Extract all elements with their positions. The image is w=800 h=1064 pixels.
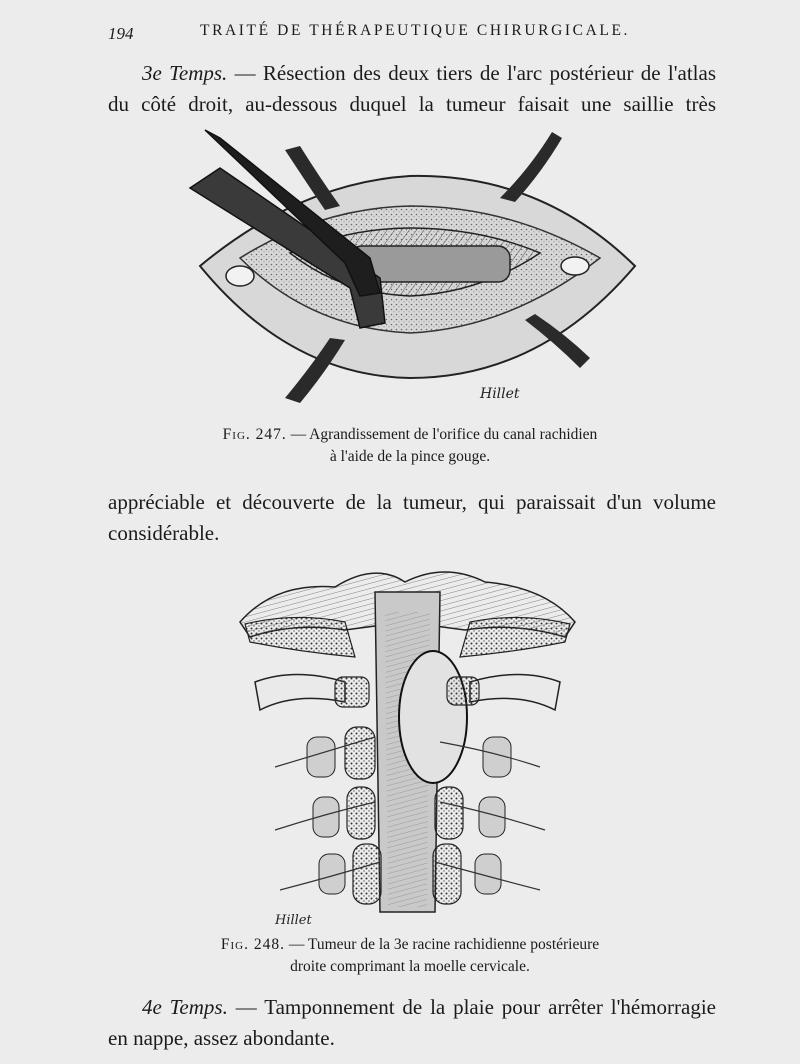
text-run: — Tamponnement de la plaie pour arrêter l'hémorragie xyxy=(227,995,717,1019)
figure-247-label: Fig. 247. xyxy=(222,426,287,443)
figure-247-signature: Hillet xyxy=(480,386,520,402)
step-label: 4e Temps. xyxy=(142,995,228,1019)
figure-247-caption xyxy=(190,424,630,468)
paragraph-line xyxy=(108,992,716,1023)
step-label: 3e Temps. xyxy=(142,61,228,85)
paragraph-appreciable xyxy=(108,487,716,549)
page-number: 194 xyxy=(108,24,134,43)
caption-text: — Tumeur de la 3e racine rachidienne postérieure xyxy=(284,936,600,953)
page-header xyxy=(108,20,718,46)
figure-248-illustration xyxy=(235,552,580,932)
paragraph-line xyxy=(108,58,716,89)
text-run: — Résection des deux tiers de l'arc postérieur de l'atlas xyxy=(227,61,716,85)
figure-248-label: Fig. 248. xyxy=(220,936,285,953)
running-head: TRAITÉ DE THÉRAPEUTIQUE CHIRURGICALE. xyxy=(200,22,630,39)
paragraph-line: du côté droit, au-dessous duquel la tumeur faisait une saillie très xyxy=(108,92,716,116)
caption-text: droite comprimant la moelle cervicale. xyxy=(290,958,530,975)
paragraph-4e-temps xyxy=(108,992,716,1054)
cervical-spine-drawing xyxy=(235,552,580,932)
paragraph-3e-temps xyxy=(108,58,716,120)
figure-247-illustration xyxy=(180,128,640,418)
figure-248-signature: Hillet xyxy=(275,913,312,928)
caption-text: — Agrandissement de l'orifice du canal rachidien xyxy=(286,426,598,443)
surgical-wound-drawing xyxy=(180,128,640,418)
paragraph-line: en nappe, assez abondante. xyxy=(108,1026,335,1050)
caption-text: à l'aide de la pince gouge. xyxy=(329,448,491,465)
paragraph-line: considérable. xyxy=(108,521,220,545)
paragraph-line: appréciable et découverte de la tumeur, qui paraissait d'un volume xyxy=(108,490,716,514)
figure-248-caption xyxy=(180,934,640,978)
